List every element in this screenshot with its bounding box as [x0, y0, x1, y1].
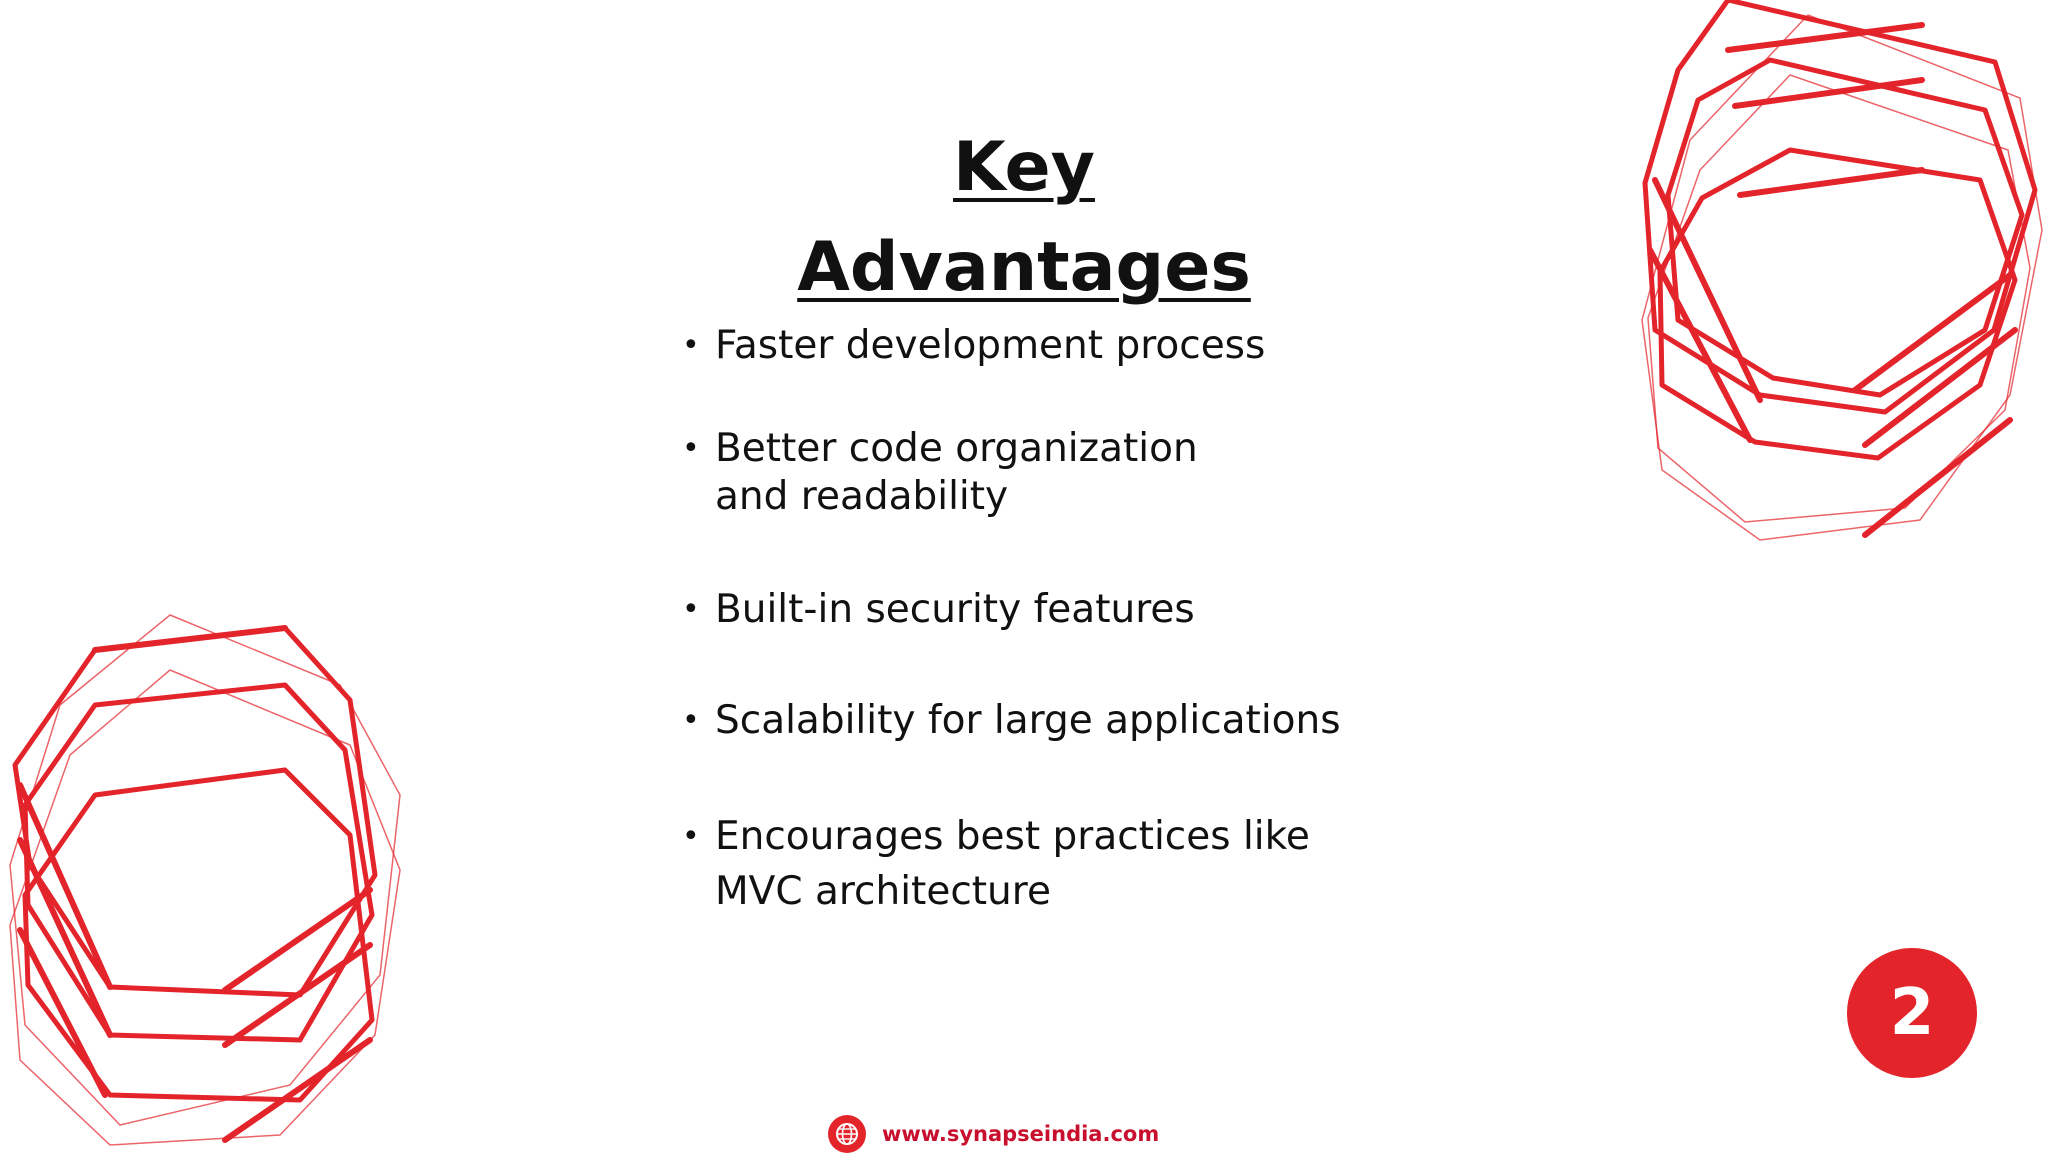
- bullet-dot-icon: •: [682, 431, 700, 466]
- list-item: [682, 425, 1402, 521]
- page-number-badge: 2: [1847, 948, 1977, 1078]
- bullet-dot-icon: •: [682, 592, 700, 627]
- hexagon-decoration-top-right: [1640, 0, 2048, 560]
- slide-title: [624, 118, 1424, 318]
- list-item-text: Better code organization and readability: [715, 426, 1198, 519]
- globe-icon: [828, 1115, 866, 1153]
- hexagon-decoration-bottom-left: [0, 605, 420, 1152]
- bullet-dot-icon: •: [682, 703, 700, 738]
- list-item-text: Faster development process: [715, 323, 1266, 368]
- list-item-text: Encourages best practices like MVC architecture: [715, 814, 1310, 914]
- footer: [828, 1114, 1159, 1154]
- list-item: [682, 586, 1402, 634]
- slide-title-line-1: Key: [953, 128, 1095, 207]
- list-item-text: Scalability for large applications: [715, 698, 1341, 743]
- slide-title-line-2: Advantages: [797, 228, 1251, 307]
- website-link[interactable]: www.synapseindia.com: [882, 1122, 1160, 1146]
- bullet-dot-icon: •: [682, 819, 700, 854]
- list-item-text: Built-in security features: [715, 587, 1195, 632]
- bullet-dot-icon: •: [682, 328, 700, 363]
- list-item: [682, 322, 1402, 370]
- list-item: [682, 809, 1402, 919]
- list-item: [682, 697, 1402, 745]
